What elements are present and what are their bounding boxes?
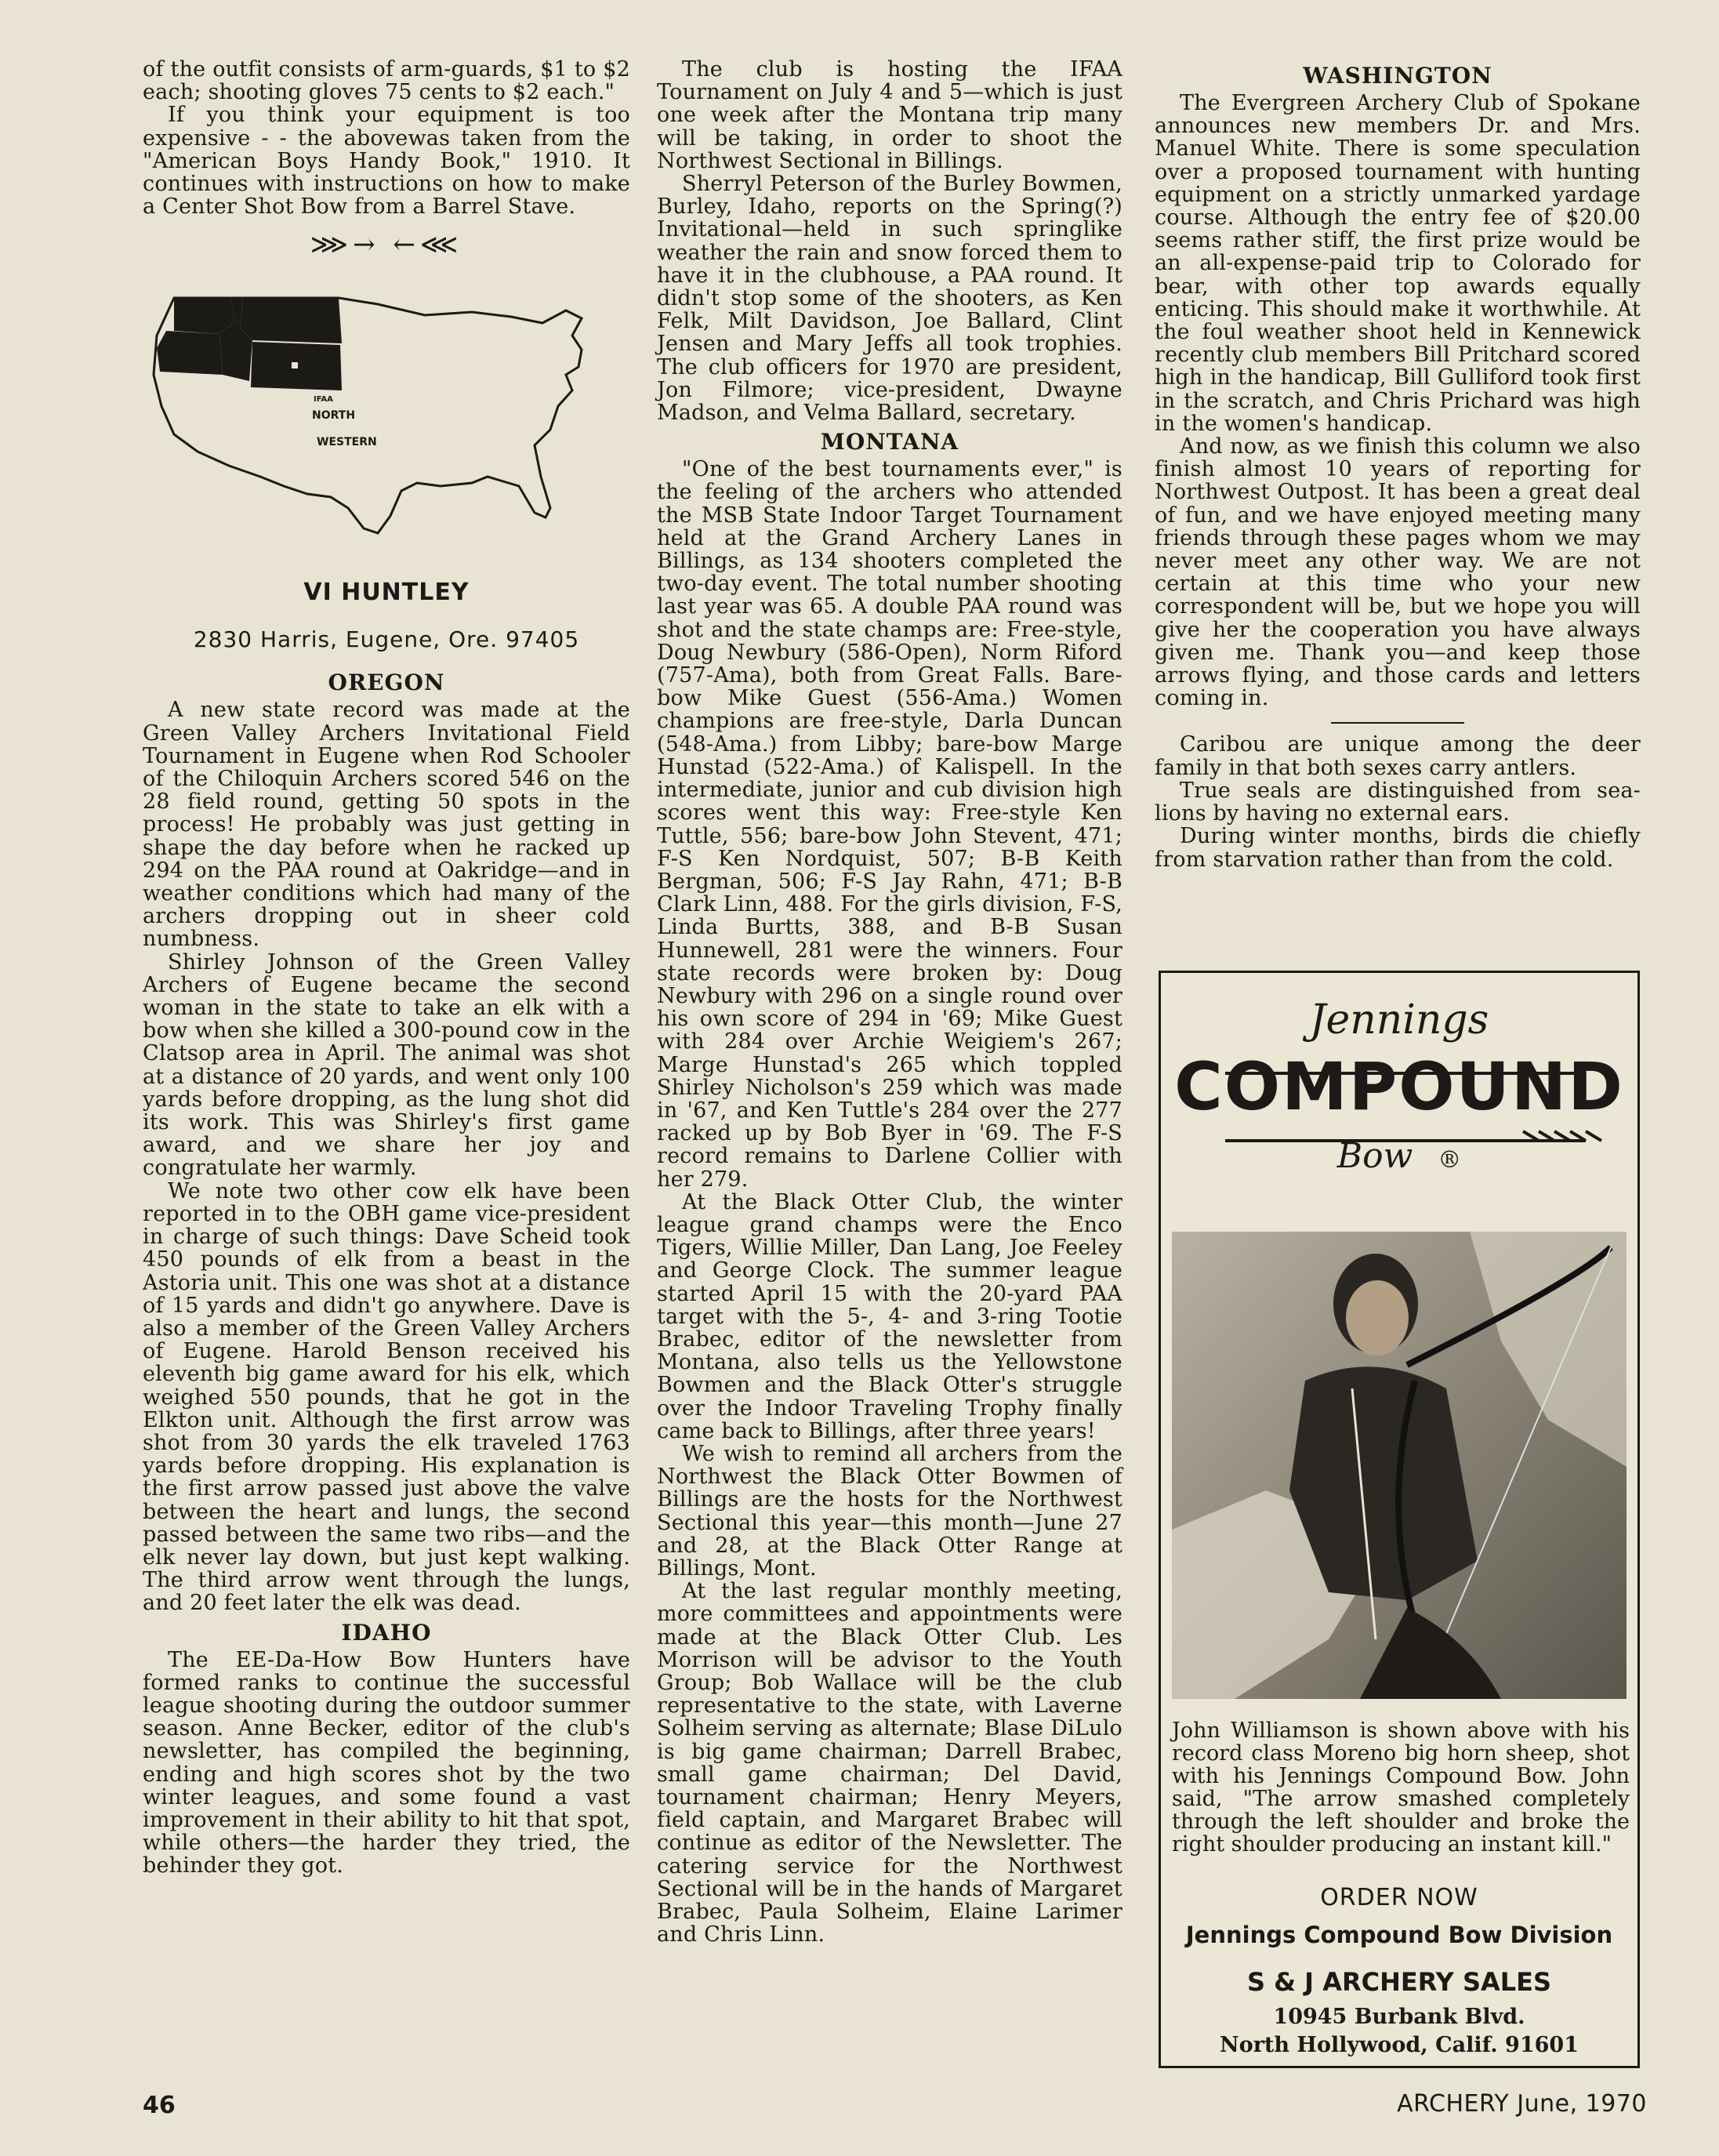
arrows-ornament: ⋙→ ←⋘ — [310, 229, 463, 261]
magazine-issue: ARCHERY June, 1970 — [1397, 2090, 1647, 2118]
registered-mark: ® — [1438, 1146, 1462, 1174]
jennings-advertisement — [1159, 971, 1640, 2068]
washington-paragraph-1: The Evergreen Archery Club of Spokane announces new members Dr. and Mrs. Manuel White. There is some speculation over a proposed tournament with hunting equipment on a strictly unmarked yardage course. Although the entry fee of $20.00 seems rather stiff, the first prize would be an all-expense-paid trip to Colorado for bear, with other top awards equally enticing. This should make it worthwhile. At the foul weather shoot held in Kennewick recently club members Bill Pritchard scored high in the handicap, Bill Gulliford took first in the scratch, and Chris Prichard was high in the women's handicap. — [1155, 91, 1641, 436]
ad-division: Jennings Compound Bow Division — [1185, 1922, 1613, 1948]
column-2 — [657, 58, 1122, 1946]
oregon-heading: OREGON — [328, 670, 445, 696]
section-divider — [1331, 722, 1464, 724]
map-marker — [292, 362, 298, 368]
hunter-with-bow-icon — [1172, 1232, 1627, 1699]
ad-order-now: ORDER NOW — [1320, 1884, 1478, 1911]
ad-caption: John Williamson is shown above with his record class Moreno big horn sheep, shot with his Jennings Compound Bow. John said, "The arrow smashed completely through the left shoulder and broke the right shoulder producing an instant kill." — [1172, 1719, 1630, 1857]
fact-caribou: Caribou are unique among the deer family in that both sexes carry antlers. — [1155, 732, 1641, 780]
idaho-paragraph-2: The club is hosting the IFAA Tournament on July 4 and 5—which is just one week after the Montana trip many will be taking, in order to shoot the Northwest Sectional in Billings. — [657, 57, 1122, 173]
intro-paragraph-1: of the outfit consists of arm-guards, $1 to $2 each; shooting gloves 75 cents to $2 each." — [143, 57, 630, 105]
fact-seals: True seals are distinguished from sea-lions by having no external ears. — [1155, 778, 1641, 826]
ad-bow-word: Bow — [1336, 1136, 1413, 1176]
map-label-western: WESTERN — [317, 436, 377, 449]
ad-street: 10945 Burbank Blvd. — [1273, 2005, 1525, 2029]
oregon-paragraph-1: A new state record was made at the Green Valley Archers Invitational Field Tournament in Eugene when Rod Schooler of the Chiloquin Archers scored 546 on the 28 field round, getting 50 spots in the process! He probably was just getting in shape the day before when he racked up 294 on the PAA round at Oakridge—and in weather conditions which had many of the archers dropping out in sheer cold numbness. — [143, 698, 630, 952]
ad-headline: COMPOUND — [1174, 1048, 1624, 1125]
montana-heading: MONTANA — [820, 429, 959, 456]
intro-paragraph-2: If you think your equipment is too expensive - - the abovewas taken from the "American Boys Handy Book," 1910. It continues with instructions on how to make a Center Shot Bow from a Barrel Stave. — [143, 103, 630, 220]
oregon-paragraph-2: Shirley Johnson of the Green Valley Archers of Eugene became the second woman in the state to take an elk with a bow when she killed a 300-pound cow in the Clatsop area in April. The animal was shot at a distance of 20 yards, and went only 100 yards before dropping, as the lung shot did its work. This was Shirley's first game award, and we share her joy and congratulate her warmly. — [143, 949, 630, 1181]
washington-heading: WASHINGTON — [1303, 63, 1492, 89]
idaho-heading: IDAHO — [341, 1619, 432, 1646]
washington-shape — [174, 298, 235, 334]
fact-birds: During winter months, birds die chiefly from starvation rather than from the cold. — [1155, 824, 1641, 872]
ad-script-brand: Jennings — [1309, 996, 1489, 1044]
montana-paragraph-3: We wish to remind all archers from the Northwest the Black Otter Bowmen of Billings are the hosts for the Northwest Sectional this year—this month—June 27 and 28, at the Black Otter Range at Billings, Mont. — [657, 1441, 1122, 1581]
idaho-paragraph-3: Sherryl Peterson of the Burley Bowmen, Burley, Idaho, reports on the Spring(?) Invitational—held in such springlike weather the rain and snow forced them to have it in the clubhouse, a PAA round. It didn't stop some of the shooters, as Ken Felk, Milt Davidson, Joe Ballard, Clint Jensen and Mary Jeffs all took trophies. The club officers for 1970 are president, Jon Filmore; vice-president, Dwayne Madson, and Velma Ballard, secretary. — [657, 172, 1122, 426]
author-name: VI HUNTLEY — [303, 579, 470, 607]
us-map-icon — [143, 281, 630, 563]
author-address: 2830 Harris, Eugene, Ore. 97405 — [193, 626, 580, 653]
montana-paragraph-4: At the last regular monthly meeting, more committees and appointments were made at the Black Otter Club. Les Morrison will be advisor to the Youth Group; Bob Wallace will be the club representative to the state, with Laverne Solheim serving as alternate; Blase DiLulo is big game chairman; Darrell Brabec, small game chairman; Del David, tournament chairman; Henry Meyers, field captain, and Margaret Brabec will continue as editor of the Newsletter. The catering service for the Northwest Sectional will be in the hands of Margaret Brabec, Paula Solheim, Elaine Larimer and Chris Linn. — [657, 1579, 1122, 1947]
column-1 — [143, 58, 630, 1878]
northwest-map — [143, 281, 630, 563]
washington-paragraph-2: And now, as we finish this column we also finish almost 10 years of reporting for Northwest Outpost. It has been a great deal of fun, and we have enjoyed meeting many friends through these pages whom we may never meet any other way. We are not certain at this time who your new correspondent will be, but we hope you will give her the cooperation you have always given me. Thank you—and keep those arrows flying, and those cards and letters coming in. — [1155, 434, 1641, 711]
map-label-ifaa: IFAA — [314, 395, 333, 405]
montana-paragraph-2: At the Black Otter Club, the winter league grand champs were the Enco Tigers, Willie Miller, Dan Lang, Joe Feeley and George Clock. The summer league started April 15 with the 20-yard PAA target with the 5-, 4- and 3-ring Tootie Brabec, editor of the newsletter from Montana, also tells us the Yellowstone Bowmen and the Black Otter's struggle over the Indoor Traveling Trophy finally came back to Billings, after three years! — [657, 1189, 1122, 1443]
oregon-shape — [157, 331, 223, 375]
map-label-north: NORTH — [312, 409, 356, 423]
oregon-paragraph-3: We note two other cow elk have been reported in to the OBH game vice-president in charge of such things: Dave Scheid took 450 pounds of elk from a beast in the Astoria unit. This one was shot at a distance of 15 yards and didn't go anywhere. Dave is also a member of the Green Valley Archers of Eugene. Harold Benson received his eleventh big game award for his elk, which weighed 550 pounds, that he got in the Elkton unit. Although the first arrow was shot from 30 yards the elk traveled 1763 yards before dropping. His explanation is the first arrow passed just above the valve between the heart and lungs, the second passed between the same two ribs—and the elk never lay down, but just kept walking. The third arrow went through the lungs, and 20 feet later the elk was dead. — [143, 1178, 630, 1616]
hunter-photo — [1172, 1232, 1627, 1699]
ad-city: North Hollywood, Calif. 91601 — [1220, 2033, 1579, 2057]
arrow-shaft-icon — [1178, 1064, 1625, 1150]
ad-headline-row — [1161, 1048, 1637, 1125]
idaho-paragraph-1: The EE-Da-How Bow Hunters have formed ranks to continue the successful league shooting during the outdoor summer season. Anne Becker, editor of the club's newsletter, has compiled the beginning, ending and high scores shot by the two winter leagues, and some found a vast improvement in their ability to hit that spot, while others—the harder they tried, the behinder they got. — [143, 1647, 630, 1878]
montana-shape — [240, 298, 342, 343]
montana-paragraph-1: "One of the best tournaments ever," is the feeling of the archers who attended the MSB State Indoor Target Tournament held at the Grand Archery Lanes in Billings, as 134 shooters completed the two-day event. The total number shooting last year was 65. A double PAA round was shot and the state champs are: Free-style, Doug Newbury (586-Open), Norm Riford (757-Ama), both from Great Falls. Bare-bow Mike Guest (556-Ama.) Women champions are free-style, Darla Duncan (548-Ama.) from Libby; bare-bow Marge Hunstad (522-Ama.) of Kalispell. In the intermediate, junior and cub division high scores went this way: Free-style Ken Tuttle, 556; bare-bow John Stevent, 471; F-S Ken Nordquist, 507; B-B Keith Bergman, 506; F-S Jay Rahn, 471; B-B Clark Linn, 488. For the girls division, F-S, Linda Burtts, 388, and B-B Susan Hunnewell, 281 were the winners. Four state records were broken by: Doug Newbury with 296 on a single round over his own score of 294 in '69; Mike Guest with 284 over Archie Weigiem's 267; Marge Hunstad's 265 which toppled Shirley Nicholson's 259 which was made in '67, and Ken Tuttle's 284 over the 277 racked up by Bob Byer in '69. The F-S record remains to Darlene Collier with her 279. — [657, 457, 1122, 1192]
ad-company: S & J ARCHERY SALES — [1246, 1967, 1552, 1997]
page-number: 46 — [143, 2092, 176, 2119]
column-3 — [1155, 58, 1641, 871]
